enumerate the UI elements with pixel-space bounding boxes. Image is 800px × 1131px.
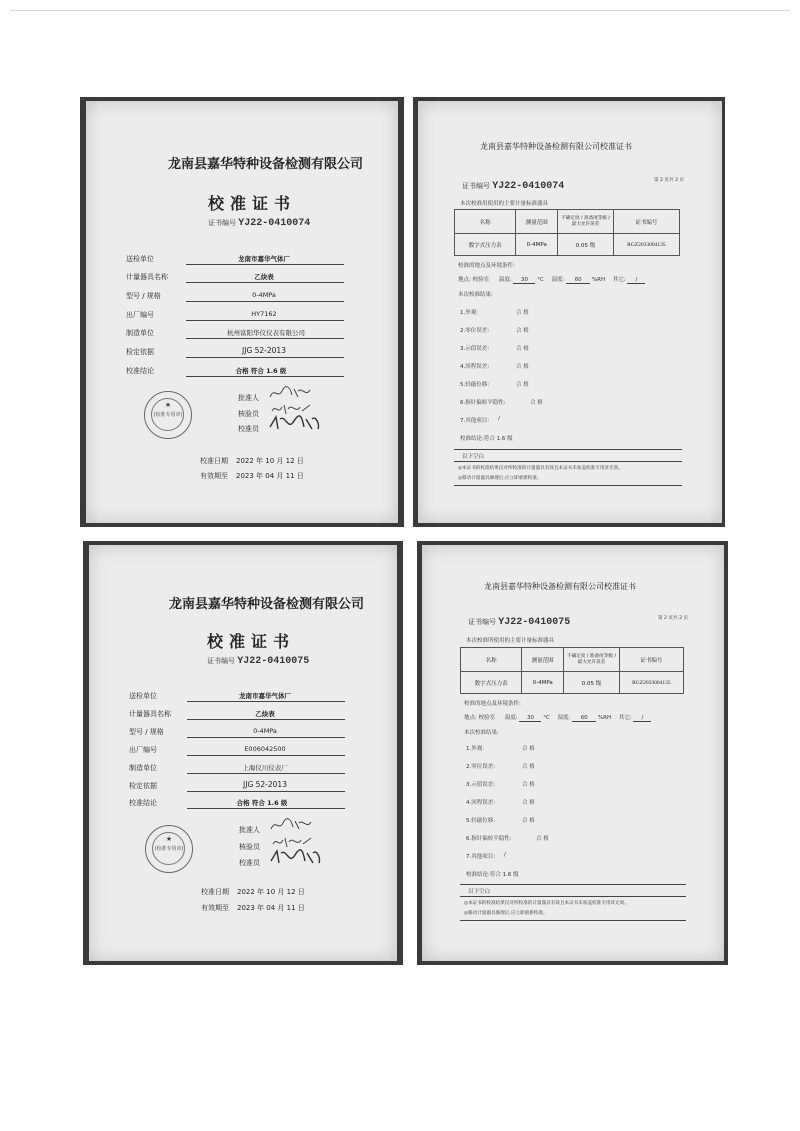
field-underline	[186, 320, 344, 321]
other-label: 其它:	[612, 277, 626, 283]
humidity-value: 60	[572, 715, 596, 722]
field-value: 合格 符合 1.6 级	[235, 367, 287, 375]
cert-number-value: YJ22-0410075	[237, 656, 310, 667]
valid-until-value: 2023 年 04 月 11 日	[237, 904, 305, 912]
seal-star-icon: ★	[165, 835, 173, 843]
cert-number-value: YJ22-0410075	[498, 617, 571, 628]
environment-line	[464, 713, 651, 722]
certificate-title: 校准证书	[207, 632, 296, 651]
calibrator-signature	[268, 413, 322, 433]
approver-label: 批准人	[238, 394, 259, 402]
calibration-date-value: 2022 年 10 月 12 日	[236, 457, 304, 465]
seal-text: (校准专用章)	[154, 846, 184, 852]
scan-top-rule	[10, 10, 790, 11]
table-cell: 0.05 级	[558, 234, 614, 256]
table-cell: 0-4MPa	[522, 672, 564, 694]
result-value: 合 格	[516, 346, 529, 352]
result-label: 5.轻敲位移:	[460, 382, 490, 388]
result-value: 合 格	[536, 836, 549, 842]
field-underline	[186, 357, 344, 358]
section-divider	[460, 896, 686, 897]
cert-number-value: YJ22-0410074	[238, 218, 311, 229]
section-divider	[460, 884, 686, 885]
result-label: 6.指针偏转平稳性:	[466, 836, 512, 842]
field-underline	[187, 808, 345, 809]
standards-intro: 本次校准所使用的主要计量标准器具	[466, 638, 555, 644]
section-divider	[454, 461, 682, 462]
location-value: 校验室	[478, 715, 496, 721]
location-label: 地点:	[458, 277, 471, 283]
result-label: 4.回程误差:	[460, 364, 490, 370]
section-divider	[454, 449, 682, 450]
result-label: 7.其他项目:	[460, 418, 490, 424]
result-label: 6.指针偏转平稳性:	[460, 400, 506, 406]
calibrator-label: 校准员	[238, 425, 259, 433]
results-intro: 本次校准结果:	[464, 730, 499, 736]
photo-detail-2	[417, 541, 728, 965]
field-underline	[187, 719, 345, 720]
environment-intro: 校准的地点及环境条件:	[464, 701, 521, 707]
other-value: /	[627, 277, 645, 284]
field-underline	[186, 282, 344, 283]
result-label: 1.外观:	[460, 310, 479, 316]
result-value: 合 格	[530, 400, 543, 406]
cert-number	[207, 656, 309, 667]
result-value: /	[498, 416, 500, 422]
cert-number-label: 证书编号	[207, 657, 235, 665]
result-label: 1.外观:	[466, 746, 485, 752]
result-label: 3.示值误差:	[466, 782, 496, 788]
table-cell: 数字式压力表	[461, 672, 522, 694]
result-value: 合 格	[516, 382, 529, 388]
result-label: 7.其他项目:	[466, 854, 496, 860]
cert-number-label: 证书编号	[462, 182, 490, 190]
cert-number	[462, 181, 564, 192]
result-value: 合 格	[522, 764, 535, 770]
table-header: 测量范围	[516, 210, 558, 234]
seal-text: (校准专用章)	[153, 412, 183, 418]
valid-until-label: 有效期至	[200, 472, 228, 480]
humidity-value: 60	[566, 277, 590, 284]
field-underline	[186, 301, 344, 302]
official-seal	[144, 391, 192, 439]
field-underline	[186, 376, 344, 377]
environment-intro: 校准的地点及环境条件:	[458, 263, 515, 269]
result-value: /	[504, 852, 506, 858]
environment-line	[458, 275, 645, 284]
calibration-date-label: 校准日期	[200, 457, 228, 465]
cert-number	[468, 617, 570, 628]
result-value: 合 格	[522, 746, 535, 752]
official-seal	[145, 825, 193, 873]
table-cell: 0.05 级	[564, 672, 620, 694]
field-label: 计量器具名称	[129, 710, 171, 718]
table-header-row	[455, 210, 680, 234]
location-label: 地点:	[464, 715, 477, 721]
table-cell: 0-4MPa	[516, 234, 558, 256]
location-value: 校验室	[472, 277, 490, 283]
field-label: 型号 / 规格	[129, 728, 164, 736]
result-label: 2.零位误差:	[460, 328, 490, 334]
result-value: 合 格	[516, 364, 529, 370]
field-value: JJG 52-2013	[242, 346, 286, 355]
approver-signature	[268, 385, 312, 401]
cert-number-value: YJ22-0410074	[492, 181, 565, 192]
result-value: 合 格	[522, 782, 535, 788]
result-label: 4.回程误差:	[466, 800, 496, 806]
temperature-value: 30	[519, 715, 541, 722]
blank-below-note: 以下空白	[462, 454, 485, 460]
company-name: 龙南县嘉华特种设备检测有限公司	[169, 597, 365, 612]
calibrator-label: 校准员	[239, 859, 260, 867]
conclusion-text: 校准结论:符合 1.6 级	[460, 436, 513, 442]
field-label: 送检单位	[126, 255, 154, 263]
field-value: 上海仪川仪表厂	[242, 764, 288, 772]
standards-table	[454, 209, 680, 256]
field-underline	[187, 755, 345, 756]
table-cell: RGZ2033004135	[619, 672, 683, 694]
approver-label: 批准人	[239, 826, 260, 834]
standards-table	[460, 647, 684, 694]
field-underline	[186, 338, 344, 339]
field-label: 校准结论	[126, 367, 154, 375]
detail-sheet-2	[422, 545, 724, 961]
result-value: 合 格	[522, 818, 535, 824]
field-value: JJG 52-2013	[243, 780, 287, 789]
other-label: 其它:	[618, 715, 632, 721]
cert-number-label: 证书编号	[468, 618, 496, 626]
field-value: 合格 符合 1.6 级	[236, 799, 288, 807]
page-indicator: 第 2 页共 2 页	[658, 616, 689, 621]
footnote: ◎本证书的校准结果仅对所校准的计量器具有效且本证书未加盖校准专用章无效。	[464, 901, 629, 906]
conclusion-text: 校准结论:符合 1.6 级	[466, 872, 519, 878]
cert-number	[208, 218, 310, 229]
checker-label: 核验员	[239, 843, 260, 851]
footnote: ◎移动计量器具修理后,应立即重新校准。	[458, 476, 542, 481]
table-header: 不确定度 / 准备度等级 / 最大允许误差	[558, 210, 614, 234]
result-value: 合 格	[522, 800, 535, 806]
field-underline	[187, 773, 345, 774]
field-value: HY7162	[251, 310, 277, 318]
valid-until-value: 2023 年 04 月 11 日	[236, 472, 304, 480]
section-divider	[460, 920, 686, 921]
detail-sheet-1	[418, 101, 722, 523]
field-label: 送检单位	[129, 692, 157, 700]
table-row	[455, 234, 680, 256]
field-label: 制造单位	[129, 764, 157, 772]
photo-detail-1	[413, 97, 725, 527]
standards-intro: 本次校准用使用的主要计量标准器具	[460, 201, 549, 207]
results-intro: 本次校准结果:	[458, 292, 493, 298]
checker-label: 核验员	[238, 410, 259, 418]
section-divider	[454, 485, 682, 486]
field-value: 龙南市嘉华气体厂	[239, 692, 291, 700]
field-label: 检定依据	[129, 782, 157, 790]
other-value: /	[633, 715, 651, 722]
table-header-row	[461, 648, 684, 672]
calibrator-signature	[269, 847, 323, 867]
photo-cover-2	[83, 541, 403, 965]
seal-star-icon: ★	[164, 401, 172, 409]
footnote: ◎移动计量器具修理后,应立即重新校准。	[464, 911, 548, 916]
result-label: 5.轻敲位移:	[466, 818, 496, 824]
blank-below-note: 以下空白	[468, 889, 491, 895]
humidity-unit: %RH	[597, 715, 612, 721]
field-underline	[187, 791, 345, 792]
table-row	[461, 672, 684, 694]
field-label: 出厂编号	[129, 746, 157, 754]
field-label: 型号 / 规格	[126, 292, 161, 300]
result-value: 合 格	[516, 328, 529, 334]
field-label: 计量器具名称	[126, 273, 168, 281]
field-value: 乙炔表	[254, 273, 274, 281]
field-value: 0-4MPa	[253, 727, 277, 735]
field-underline	[186, 264, 344, 265]
field-value: 杭州富阳华仪仪表有限公司	[227, 329, 305, 337]
valid-until-label: 有效期至	[201, 904, 229, 912]
field-value: E006042500	[244, 745, 286, 753]
humidity-label: 湿度:	[551, 277, 565, 283]
table-cell: 数字式压力表	[455, 234, 516, 256]
result-label: 3.示值误差:	[460, 346, 490, 352]
temperature-label: 温度:	[498, 277, 512, 283]
detail-header: 龙南县嘉华特种设备检测有限公司校准证书	[484, 582, 636, 591]
table-header: 证书编号	[613, 210, 679, 234]
field-value: 乙炔表	[255, 710, 275, 718]
field-underline	[187, 737, 345, 738]
temperature-unit: °C	[543, 715, 550, 721]
temperature-unit: °C	[537, 277, 544, 283]
table-header: 名称	[461, 648, 522, 672]
field-label: 检定依据	[126, 348, 154, 356]
table-header: 不确定度 / 准备度等级 / 最大允许误差	[564, 648, 620, 672]
cert-number-label: 证书编号	[208, 219, 236, 227]
photo-cover-1	[80, 97, 404, 527]
field-value: 0-4MPa	[252, 291, 276, 299]
footnote: ◎本证书的校准结果仅对所校准的计量器具有效且本证书未加盖校准专用章无效。	[458, 466, 623, 471]
field-underline	[187, 701, 345, 702]
field-value: 龙南市嘉华气体厂	[238, 255, 290, 263]
field-label: 出厂编号	[126, 311, 154, 319]
page-indicator: 第 2 页共 2 页	[654, 178, 685, 183]
detail-header: 龙南县嘉华特种设备检测有限公司校准证书	[480, 142, 632, 151]
table-header: 名称	[455, 210, 516, 234]
company-name: 龙南县嘉华特种设备检测有限公司	[168, 157, 364, 172]
field-label: 校准结论	[129, 799, 157, 807]
approver-signature	[269, 817, 313, 833]
table-cell: RGZ2033004135	[613, 234, 679, 256]
calibration-date-label: 校准日期	[201, 888, 229, 896]
field-label: 制造单位	[126, 329, 154, 337]
temperature-label: 温度:	[504, 715, 518, 721]
certificate-title: 校准证书	[208, 194, 297, 213]
humidity-unit: %RH	[591, 277, 606, 283]
result-label: 2.零位误差:	[466, 764, 496, 770]
table-header: 证书编号	[619, 648, 683, 672]
result-value: 合 格	[516, 310, 529, 316]
calibration-date-value: 2022 年 10 月 12 日	[237, 888, 305, 896]
temperature-value: 30	[513, 277, 535, 284]
cover-sheet-2	[89, 545, 397, 961]
cover-sheet-1	[86, 101, 398, 523]
humidity-label: 湿度:	[557, 715, 571, 721]
table-header: 测量范围	[522, 648, 564, 672]
